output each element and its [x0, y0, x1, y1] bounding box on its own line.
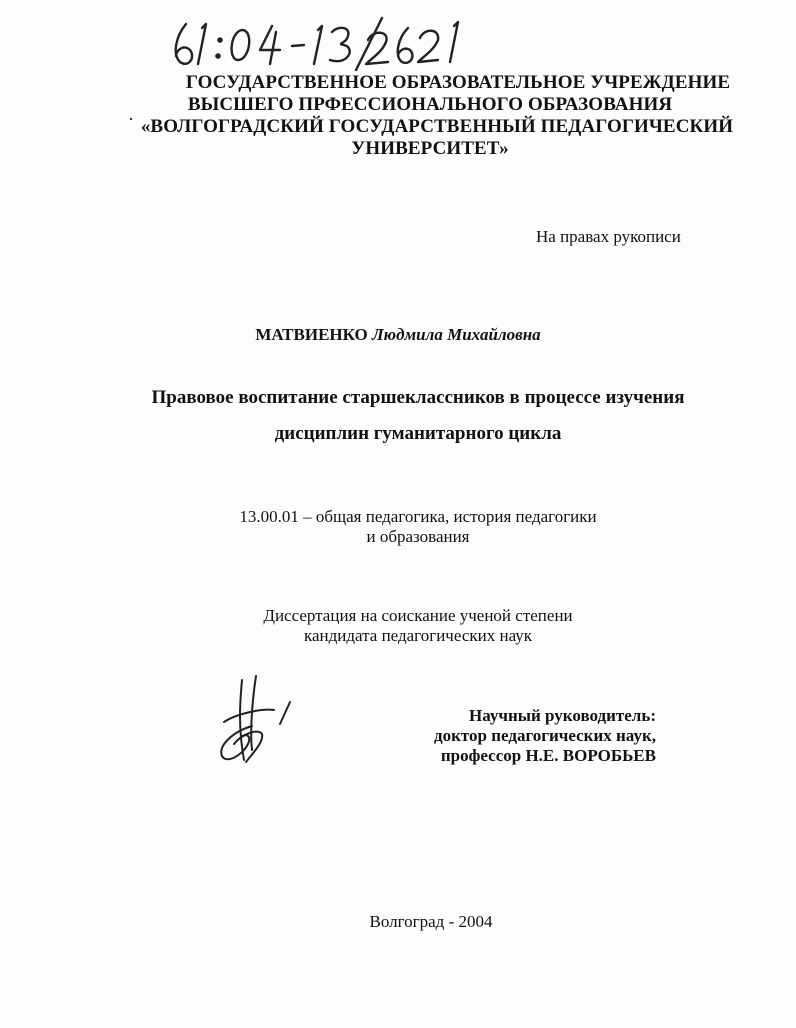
header-line-4: УНИВЕРСИТЕТ»: [351, 138, 509, 159]
supervisor-degree: доктор педагогических наук,: [434, 726, 656, 745]
city-year: Волгоград - 2004: [369, 912, 493, 931]
degree-line-2: кандидата педагогических наук: [303, 626, 533, 645]
author-given-names: Людмила Михайловна: [372, 325, 541, 344]
title-line-2: дисциплин гуманитарного цикла: [274, 423, 562, 444]
author-name: [0, 325, 796, 345]
header-line-2: ВЫСШЕГО ПРФЕССИОНАЛЬНОГО ОБРАЗОВАНИЯ: [187, 94, 673, 115]
title-line-1: Правовое воспитание старшеклассников в процессе изучения: [151, 387, 685, 408]
scientific-supervisor: [434, 706, 656, 766]
specialty-line-1: 13.00.01 – общая педагогика, история педагогики: [239, 507, 597, 526]
dissertation-title: [0, 380, 796, 452]
header-line-3: «ВОЛГОГРАДСКИЙ ГОСУДАРСТВЕННЫЙ ПЕДАГОГИЧЕСКИЙ: [140, 116, 734, 137]
signature: [212, 672, 302, 772]
specialty-line-2: и образования: [366, 527, 470, 546]
header-line-1: ГОСУДАРСТВЕННОЕ ОБРАЗОВАТЕЛЬНОЕ УЧРЕЖДЕНИЕ: [185, 72, 731, 93]
degree-statement: [0, 606, 796, 646]
specialty-code: [0, 507, 796, 547]
supervisor-name: профессор Н.Е. ВОРОБЬЕВ: [440, 746, 656, 765]
supervisor-label: Научный руководитель:: [469, 706, 656, 725]
manuscript-rights: На правах рукописи: [536, 227, 681, 246]
institution-header: [120, 72, 740, 160]
handwritten-archive-number: [168, 14, 468, 72]
author-surname: МАТВИЕНКО: [255, 325, 368, 344]
degree-line-1: Диссертация на соискание ученой степени: [263, 606, 573, 625]
